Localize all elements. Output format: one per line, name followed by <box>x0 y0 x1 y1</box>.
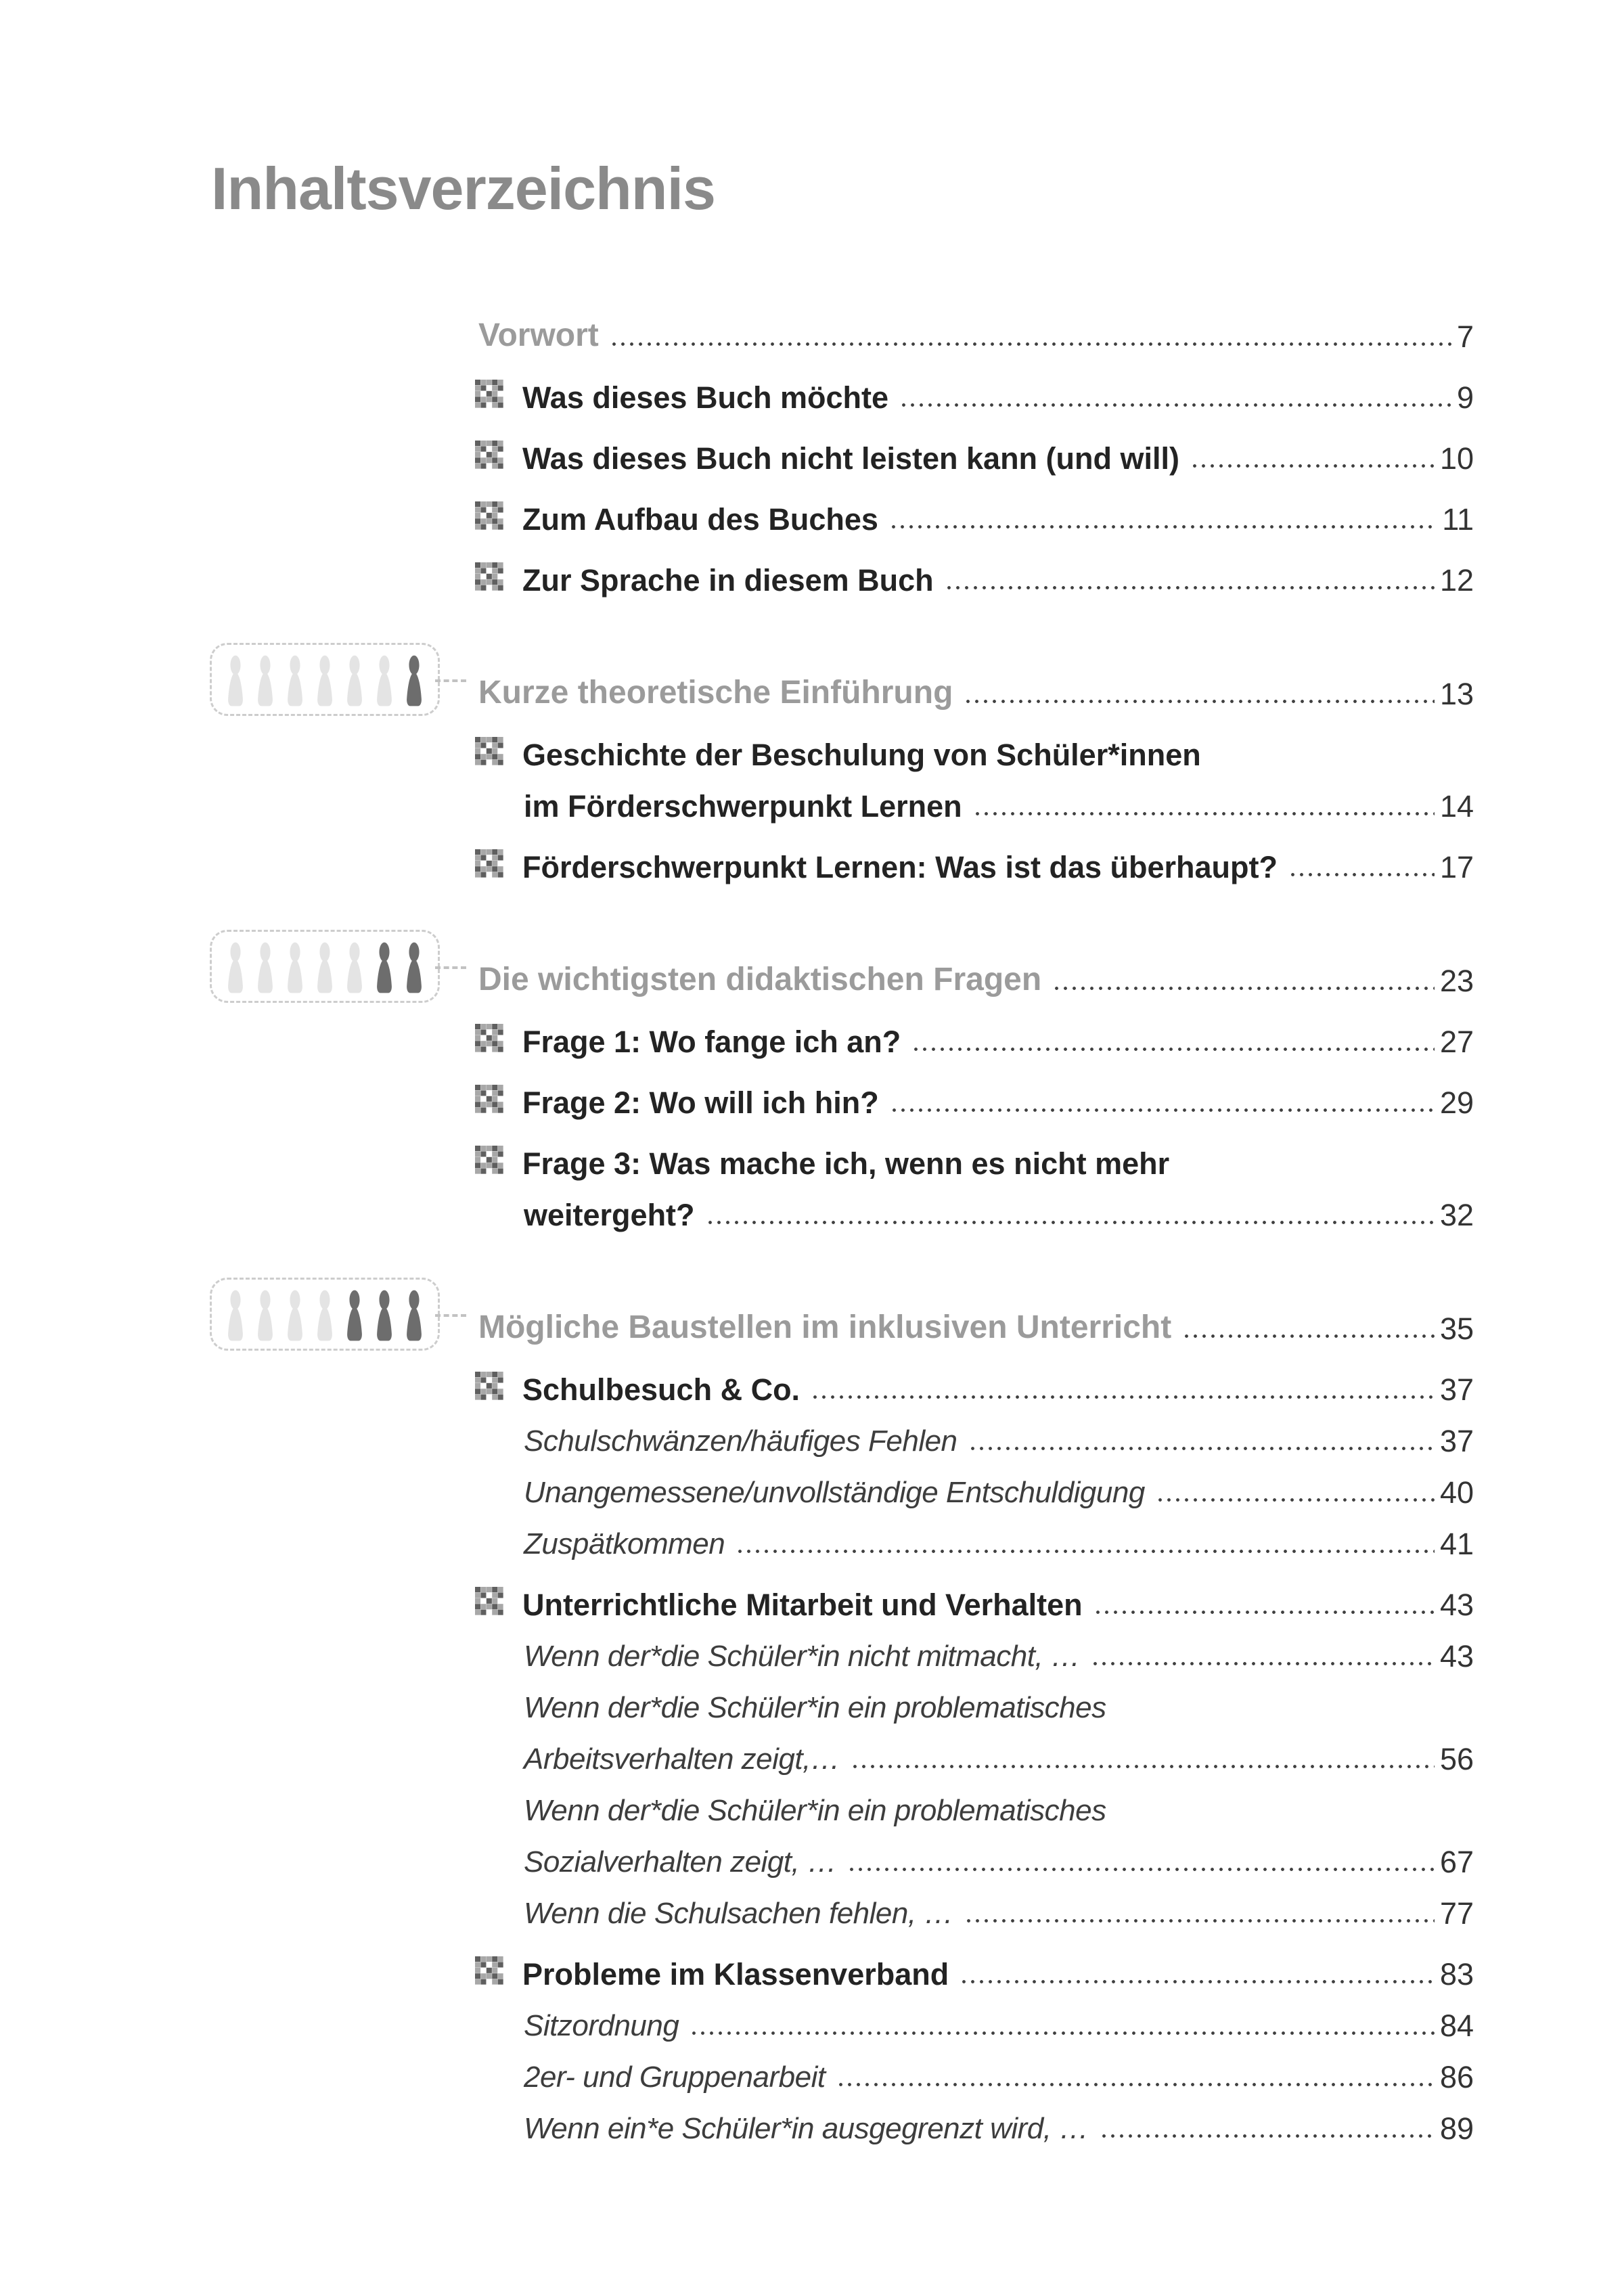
pawn-row-icon <box>210 930 440 1003</box>
dot-leader <box>1100 2134 1435 2138</box>
toc-row-entry <box>470 484 1474 535</box>
toc-row-section <box>470 649 1474 710</box>
toc-row-entry <box>470 423 1474 474</box>
page-title: Inhaltsverzeichnis <box>211 155 715 222</box>
page-number: 86 <box>1439 2059 1474 2094</box>
dot-leader <box>1052 987 1435 990</box>
page-number: 29 <box>1439 1085 1474 1120</box>
pawn-light-icon <box>284 940 307 995</box>
toc-row-cont <box>470 1179 1474 1231</box>
mosaic-bullet-icon <box>475 499 503 533</box>
pawn-light-icon <box>313 1288 336 1343</box>
dot-leader <box>811 1395 1435 1399</box>
page-number: 56 <box>1439 1741 1474 1776</box>
page-number: 37 <box>1439 1372 1474 1407</box>
toc-row-entry <box>470 362 1474 413</box>
toc-entry-label: Wenn der*die Schüler*in ein problematisches <box>524 1690 1106 1724</box>
dot-leader <box>973 812 1435 815</box>
toc-row-section <box>470 936 1474 997</box>
pawn-light-icon <box>254 1288 277 1343</box>
toc-entry-label: Sozialverhalten zeigt, … <box>524 1845 837 1879</box>
toc-rows <box>470 301 1474 2144</box>
page-number: 17 <box>1439 849 1474 884</box>
dot-leader <box>736 1550 1435 1553</box>
page-number: 11 <box>1442 501 1474 537</box>
page-number: 10 <box>1439 441 1474 476</box>
toc-entry-label: Wenn der*die Schüler*in nicht mitmacht, … <box>524 1639 1081 1673</box>
toc-entry-label: Was dieses Buch möchte <box>522 380 888 415</box>
toc-entry-label: Arbeitsverhalten zeigt,… <box>524 1742 840 1776</box>
dot-leader <box>847 1868 1434 1871</box>
dot-leader <box>1156 1498 1435 1502</box>
toc-entry-label: Kurze theoretische Einführung <box>478 674 953 711</box>
toc-entry-label: Die wichtigsten didaktischen Fragen <box>478 961 1042 997</box>
mosaic-bullet-icon <box>475 1143 503 1177</box>
toc-entry-label: Sitzordnung <box>524 2008 679 2042</box>
page-number: 27 <box>1439 1024 1474 1059</box>
pawn-light-icon <box>313 653 336 709</box>
toc-entry-label: Frage 2: Wo will ich hin? <box>522 1085 879 1120</box>
pawn-dark-icon <box>373 1288 396 1343</box>
dot-leader <box>1190 464 1435 468</box>
toc-row-heading <box>470 301 1474 353</box>
dot-leader <box>610 342 1451 346</box>
toc-row-sub <box>470 1724 1474 1775</box>
toc-row-entry <box>470 1128 1474 1179</box>
pawn-row-icon <box>210 643 440 716</box>
page-number: 12 <box>1439 562 1474 598</box>
page-number: 84 <box>1439 2008 1474 2043</box>
mosaic-bullet-icon <box>475 377 503 411</box>
page-number: 67 <box>1439 1844 1474 1879</box>
pawn-light-icon <box>254 653 277 709</box>
toc-row-section <box>470 1284 1474 1345</box>
page-number: 7 <box>1456 319 1474 354</box>
pawn-light-icon <box>254 940 277 995</box>
dot-leader <box>964 700 1435 703</box>
dot-leader <box>1093 1611 1435 1614</box>
mosaic-bullet-icon <box>475 847 503 880</box>
page-number: 23 <box>1439 963 1474 998</box>
toc-entry-label: Schulschwänzen/häufiges Fehlen <box>524 1424 957 1458</box>
toc-entry-label: Schulbesuch & Co. <box>522 1372 800 1407</box>
toc-row-sub <box>470 1878 1474 1929</box>
toc-row-sub <box>470 1405 1474 1457</box>
toc-entry-label: Frage 3: Was mache ich, wenn es nicht mehr <box>522 1146 1170 1181</box>
page-number: 14 <box>1439 788 1474 824</box>
page-number: 9 <box>1456 380 1474 415</box>
toc-entry-label: Geschichte der Beschulung von Schüler*innen <box>522 737 1201 772</box>
toc-row-entry <box>470 545 1474 596</box>
pawn-light-icon <box>343 940 366 995</box>
page-number: 83 <box>1439 1956 1474 1992</box>
toc-row-sub <box>470 2042 1474 2093</box>
dot-leader <box>945 586 1435 589</box>
toc-entry-label: Zum Aufbau des Buches <box>522 501 878 537</box>
pawn-light-icon <box>343 653 366 709</box>
pawn-dark-icon <box>403 1288 426 1343</box>
toc-row-sub <box>470 1508 1474 1560</box>
mosaic-bullet-icon <box>475 560 503 593</box>
pawn-light-icon <box>284 1288 307 1343</box>
toc-row-entry <box>470 1939 1474 1990</box>
dot-leader <box>1288 873 1435 876</box>
mosaic-bullet-icon <box>475 1369 503 1403</box>
toc-entry-label: Unterrichtliche Mitarbeit und Verhalten <box>522 1587 1083 1622</box>
dot-leader <box>889 525 1437 528</box>
dot-leader <box>911 1048 1435 1051</box>
toc-entry-label: Förderschwerpunkt Lernen: Was ist das überhaupt? <box>522 849 1278 884</box>
mosaic-bullet-icon <box>475 734 503 768</box>
dot-leader <box>968 1447 1435 1450</box>
toc-entry-label: 2er- und Gruppenarbeit <box>524 2060 826 2094</box>
toc-row-entry <box>470 1354 1474 1405</box>
dot-leader <box>960 1980 1435 1983</box>
toc-entry-label: Vorwort <box>478 317 599 353</box>
pawn-dark-icon <box>343 1288 366 1343</box>
toc-row-sub <box>470 1457 1474 1508</box>
pawn-light-icon <box>224 940 247 995</box>
pawn-light-icon <box>313 940 336 995</box>
mosaic-bullet-icon <box>475 1584 503 1618</box>
toc-row-sub <box>470 2093 1474 2144</box>
pawn-light-icon <box>284 653 307 709</box>
page-number: 89 <box>1439 2111 1474 2146</box>
toc-row-sub <box>470 1990 1474 2042</box>
toc-row-entry <box>470 1067 1474 1119</box>
toc-entry-label: Zuspätkommen <box>524 1527 725 1560</box>
toc-entry-label: Was dieses Buch nicht leisten kann (und will) <box>522 441 1179 476</box>
page-number: 43 <box>1439 1587 1474 1622</box>
pawn-dark-icon <box>403 940 426 995</box>
toc-entry-label: Wenn die Schulsachen fehlen, … <box>524 1896 953 1930</box>
toc-row-entry <box>470 1006 1474 1058</box>
page-number: 32 <box>1439 1197 1474 1232</box>
toc-entry-label: Wenn der*die Schüler*in ein problematisches <box>524 1793 1106 1827</box>
dot-leader <box>1182 1334 1435 1338</box>
dot-leader <box>899 403 1451 407</box>
toc-entry-label: weitergeht? <box>524 1197 695 1232</box>
pawn-light-icon <box>373 653 396 709</box>
toc-entry-label: Zur Sprache in diesem Buch <box>522 562 934 598</box>
toc-entry-label: Probleme im Klassenverband <box>522 1956 949 1992</box>
dot-leader <box>836 2083 1435 2086</box>
mosaic-bullet-icon <box>475 1954 503 1987</box>
pawn-dark-icon <box>373 940 396 995</box>
dot-leader <box>690 2031 1435 2035</box>
toc-entry-label: Frage 1: Wo fange ich an? <box>522 1024 901 1059</box>
page-number: 37 <box>1439 1423 1474 1458</box>
page-number: 77 <box>1439 1895 1474 1931</box>
page-number: 43 <box>1439 1638 1474 1673</box>
dot-leader <box>706 1221 1435 1224</box>
toc-row-sub <box>470 1672 1474 1724</box>
pawn-row-icon <box>210 1278 440 1351</box>
toc-row-sub <box>470 1775 1474 1826</box>
pawn-light-icon <box>224 1288 247 1343</box>
icon-connector-line <box>435 1314 466 1317</box>
mosaic-bullet-icon <box>475 1021 503 1055</box>
toc-entry-label: im Förderschwerpunkt Lernen <box>524 788 962 824</box>
dot-leader <box>890 1108 1435 1112</box>
pawn-light-icon <box>224 653 247 709</box>
dot-leader <box>964 1919 1435 1922</box>
icon-connector-line <box>435 679 466 682</box>
toc-row-sub <box>470 1826 1474 1878</box>
toc-row-entry <box>470 832 1474 883</box>
mosaic-bullet-icon <box>475 1082 503 1116</box>
toc-entry-label: Unangemessene/unvollständige Entschuldigung <box>524 1475 1145 1509</box>
toc-row-cont <box>470 771 1474 822</box>
page-number: 41 <box>1439 1526 1474 1561</box>
page-number: 13 <box>1439 676 1474 711</box>
dot-leader <box>851 1765 1435 1768</box>
icon-connector-line <box>435 966 466 969</box>
mosaic-bullet-icon <box>475 438 503 472</box>
page-number: 40 <box>1439 1475 1474 1510</box>
page-number: 35 <box>1439 1311 1474 1346</box>
toc-entry-label: Wenn ein*e Schüler*in ausgegrenzt wird, … <box>524 2111 1089 2145</box>
dot-leader <box>1091 1662 1435 1665</box>
toc-entry-label: Mögliche Baustellen im inklusiven Unterricht <box>478 1309 1172 1345</box>
pawn-dark-icon <box>403 653 426 709</box>
toc-row-entry <box>470 1569 1474 1621</box>
toc-row-sub <box>470 1621 1474 1672</box>
toc-row-entry <box>470 719 1474 771</box>
